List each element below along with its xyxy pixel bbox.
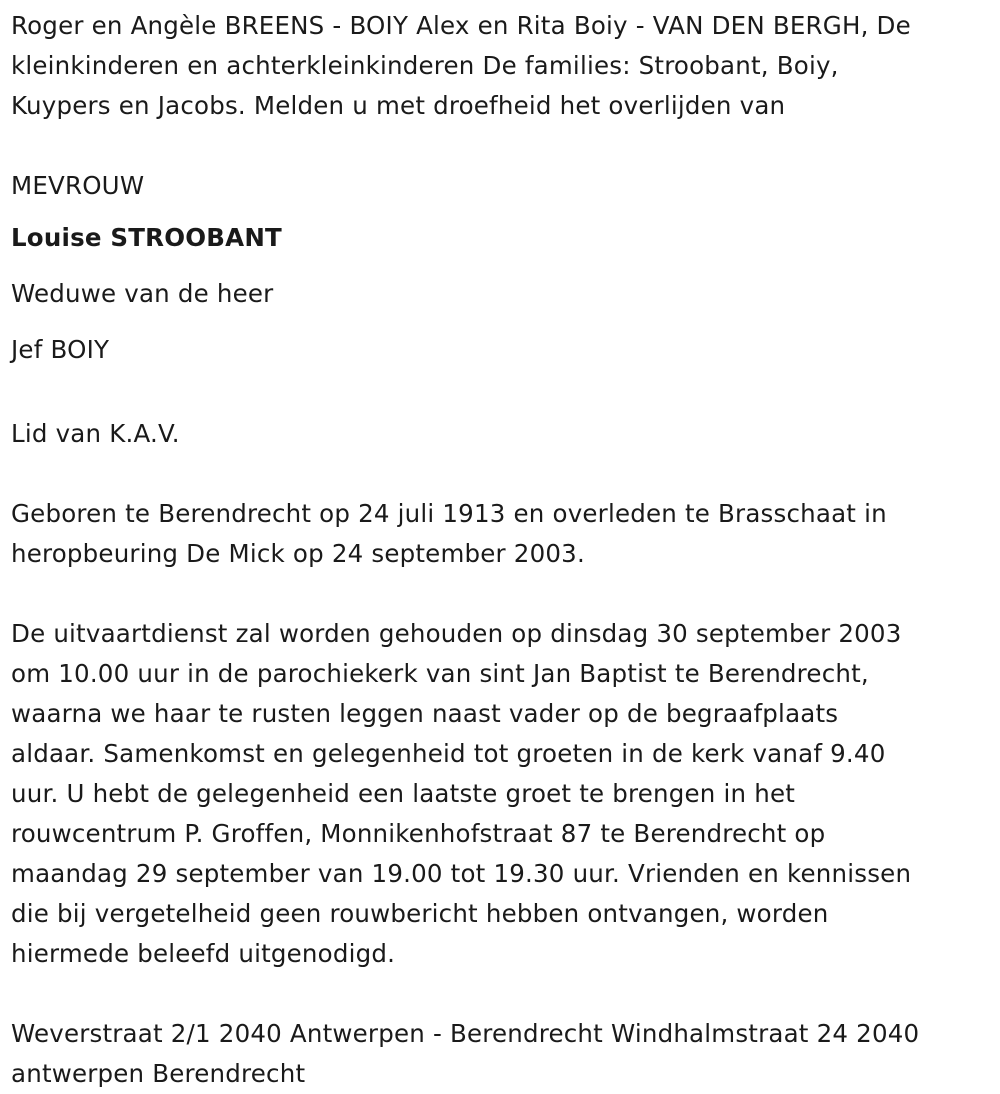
deceased-name: Louise STROOBANT [11, 223, 282, 252]
funeral-line: waarna we haar te rusten leggen naast vader op de begraafplaats [11, 699, 839, 728]
address-line: antwerpen Berendrecht [11, 1059, 306, 1088]
birth-death-line: Geboren te Berendrecht op 24 juli 1913 en overleden te Brasschaat in [11, 499, 887, 528]
funeral-line: die bij vergetelheid geen rouwbericht hebben ontvangen, worden [11, 899, 829, 928]
membership-line: Lid van K.A.V. [11, 419, 180, 448]
honorific-title: MEVROUW [11, 171, 145, 200]
intro-paragraph [11, 6, 990, 126]
funeral-line: rouwcentrum P. Groffen, Monnikenhofstraat 87 te Berendrecht op [11, 819, 826, 848]
funeral-paragraph [11, 614, 990, 974]
widow-of-label: Weduwe van de heer [11, 279, 274, 308]
address-paragraph [11, 1014, 990, 1094]
birth-death-line: heropbeuring De Mick op 24 september 2003. [11, 539, 585, 568]
funeral-line: maandag 29 september van 19.00 tot 19.30 uur. Vrienden en kennissen [11, 859, 912, 888]
deceased-block [11, 166, 990, 374]
spacer [11, 454, 990, 494]
funeral-line: uur. U hebt de gelegenheid een laatste groet te brengen in het [11, 779, 796, 808]
spacer [11, 374, 990, 414]
funeral-line: De uitvaartdienst zal worden gehouden op dinsdag 30 september 2003 [11, 619, 902, 648]
funeral-line: aldaar. Samenkomst en gelegenheid tot groeten in de kerk vanaf 9.40 [11, 739, 886, 768]
intro-line: Roger en Angèle BREENS - BOIY Alex en Rita Boiy - VAN DEN BERGH, De [11, 11, 911, 40]
spacer [11, 974, 990, 1014]
intro-line: kleinkinderen en achterkleinkinderen De families: Stroobant, Boiy, [11, 51, 839, 80]
birth-death-paragraph [11, 494, 990, 574]
address-line: Weverstraat 2/1 2040 Antwerpen - Berendrecht Windhalmstraat 24 2040 [11, 1019, 920, 1048]
membership-paragraph [11, 414, 990, 454]
spacer [11, 126, 990, 166]
spacer [11, 574, 990, 614]
funeral-line: om 10.00 uur in de parochiekerk van sint Jan Baptist te Berendrecht, [11, 659, 869, 688]
intro-line: Kuypers en Jacobs. Melden u met droefheid het overlijden van [11, 91, 786, 120]
funeral-line: hiermede beleefd uitgenodigd. [11, 939, 396, 968]
spouse-name: Jef BOIY [11, 335, 110, 364]
